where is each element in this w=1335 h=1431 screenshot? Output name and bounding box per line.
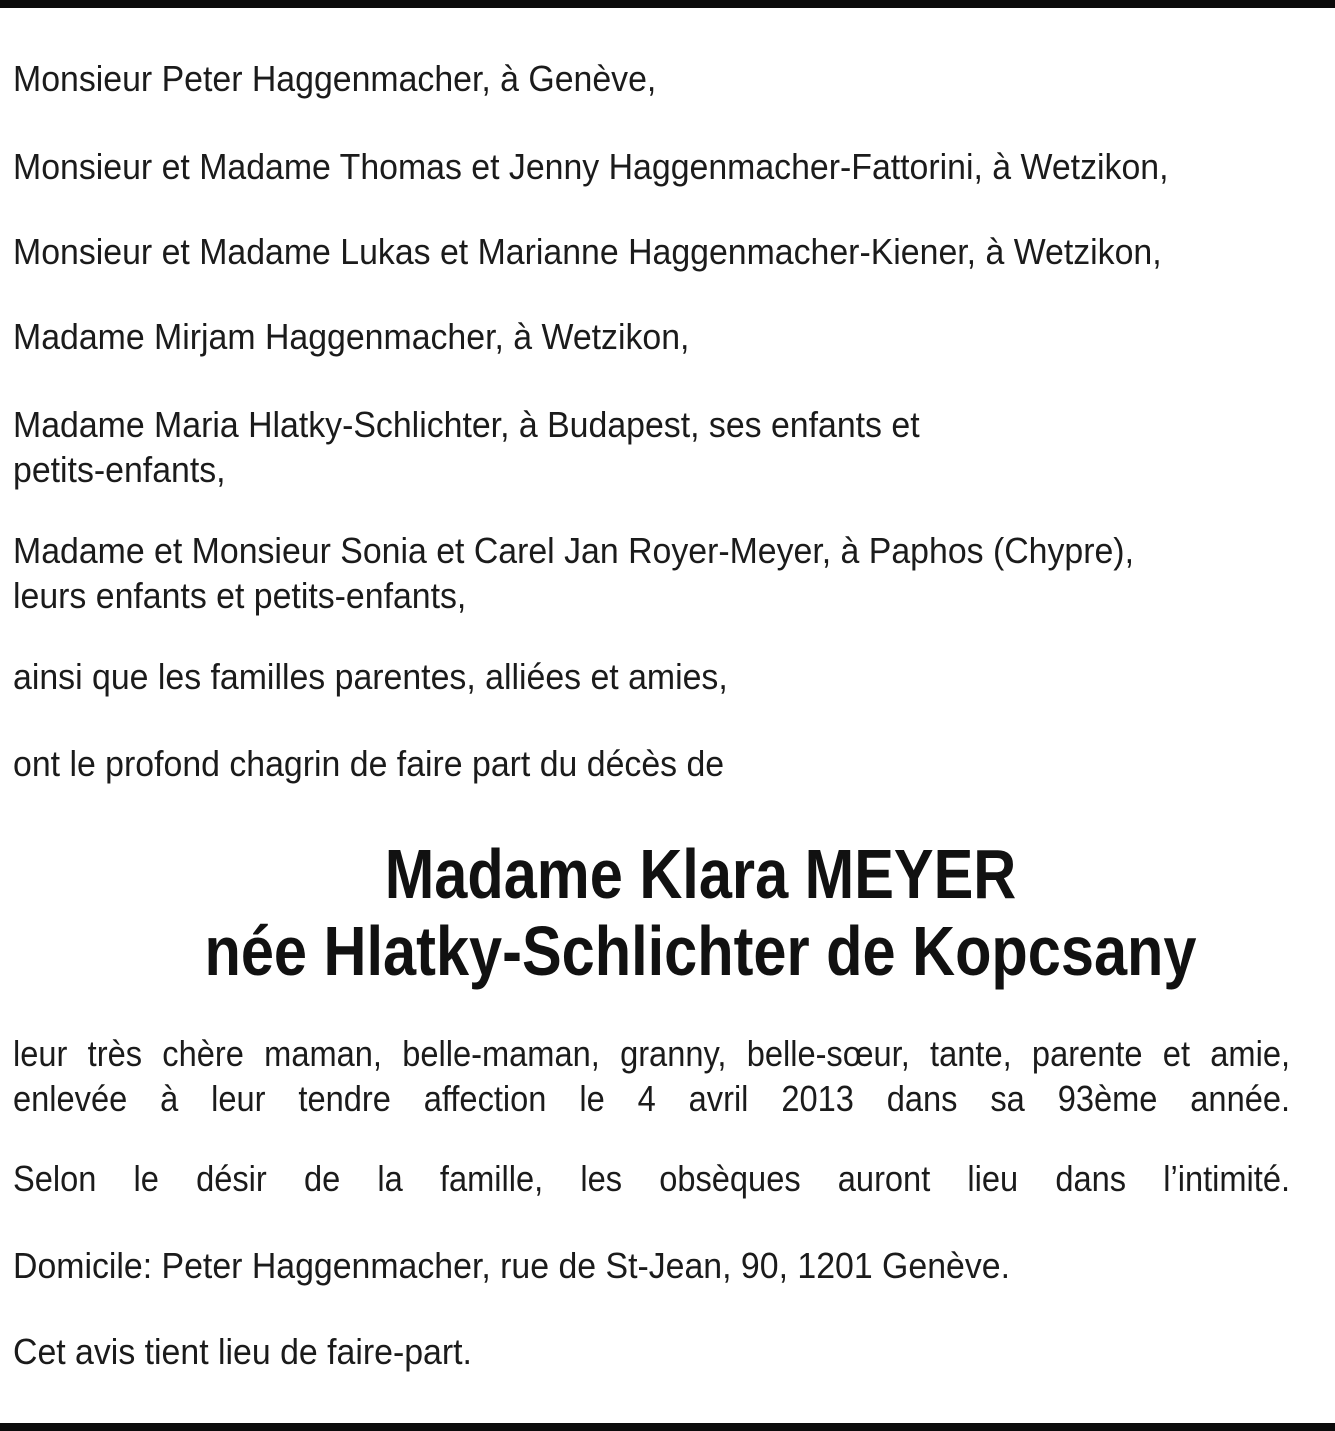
family-line-7: ainsi que les familles parentes, alliées et amies, — [13, 656, 728, 697]
domicile-line: Domicile: Peter Haggenmacher, rue de St-Jean, 90, 1201 Genève. — [13, 1245, 1010, 1286]
bottom-rule-bar — [0, 1423, 1335, 1431]
closing-line: Cet avis tient lieu de faire-part. — [13, 1331, 472, 1372]
family-line-6b: leurs enfants et petits-enfants, — [13, 575, 467, 616]
deceased-name-line-1: Madame Klara MEYER — [384, 835, 1017, 913]
top-rule-bar — [0, 0, 1335, 8]
family-line-6a: Madame et Monsieur Sonia et Carel Jan Royer-Meyer, à Paphos (Chypre), — [13, 530, 1134, 571]
family-line-5b: petits-enfants, — [13, 449, 226, 490]
family-line-1: Monsieur Peter Haggenmacher, à Genève, — [13, 58, 657, 99]
funeral-notice-line: Selon le désir de la famille, les obsèques auront lieu dans l’intimité. — [13, 1158, 1291, 1199]
deceased-name-title — [133, 836, 1268, 990]
tribute-line-2: enlevée à leur tendre affection le 4 avril 2013 dans sa 93ème année. — [13, 1078, 1291, 1119]
announcement-line: ont le profond chagrin de faire part du décès de — [13, 743, 725, 784]
family-line-3: Monsieur et Madame Lukas et Marianne Haggenmacher-Kiener, à Wetzikon, — [13, 231, 1162, 272]
family-line-4: Madame Mirjam Haggenmacher, à Wetzikon, — [13, 316, 690, 357]
tribute-line-1: leur très chère maman, belle-maman, granny, belle-sœur, tante, parente et amie, — [13, 1033, 1291, 1074]
family-line-2: Monsieur et Madame Thomas et Jenny Haggenmacher-Fattorini, à Wetzikon, — [13, 146, 1169, 187]
deceased-name-line-2: née Hlatky-Schlichter de Kopcsany — [204, 912, 1197, 990]
family-line-5a: Madame Maria Hlatky-Schlichter, à Budapest, ses enfants et — [13, 404, 920, 445]
